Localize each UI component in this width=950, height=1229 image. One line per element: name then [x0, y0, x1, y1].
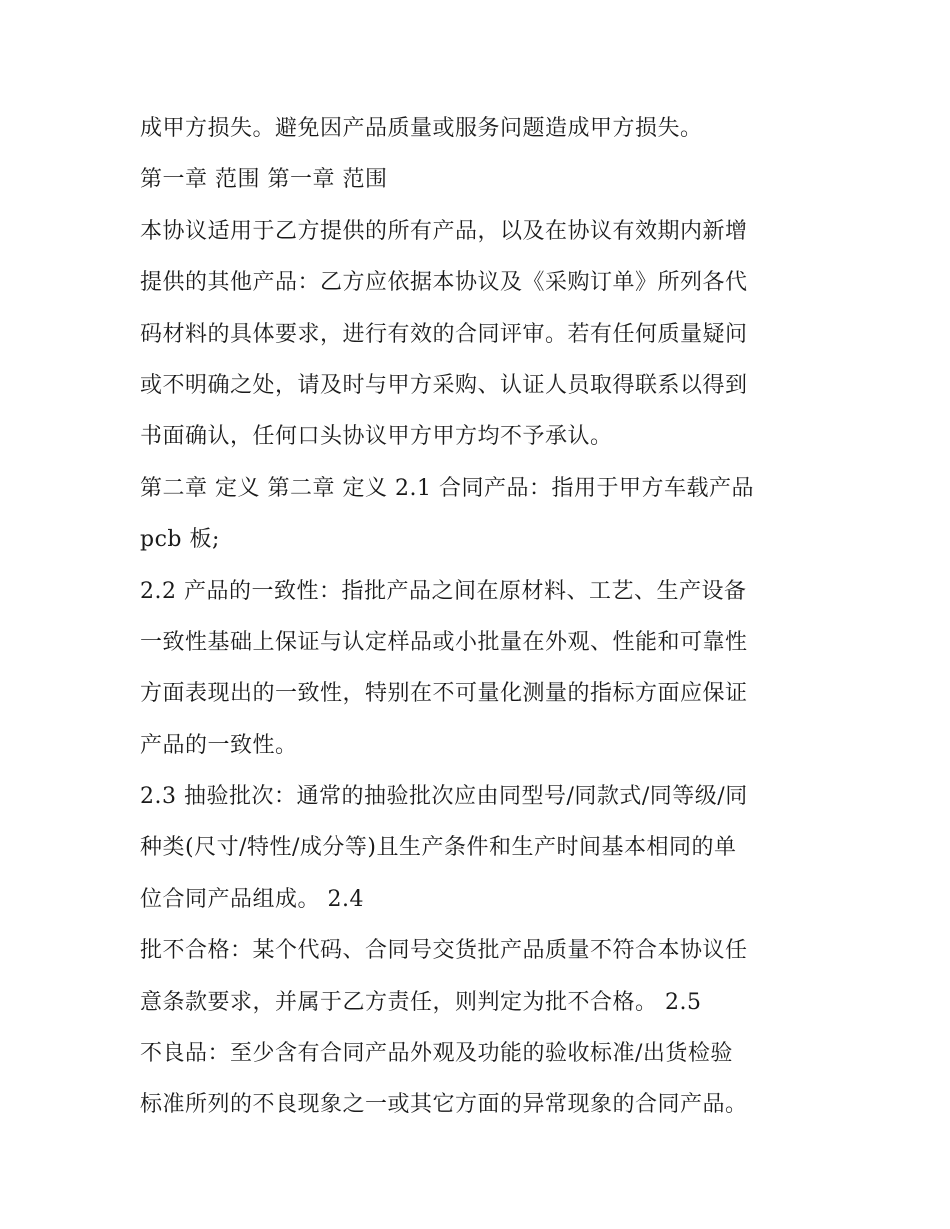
text-line: 产品的一致性。 [140, 732, 298, 758]
text-line: 本协议适用于乙方提供的所有产品，以及在协议有效期内新增 [140, 218, 748, 244]
text-line: 标准所列的不良现象之一或其它方面的异常现象的合同产品。 [140, 1092, 748, 1118]
text-line: 成甲方损失。避免因产品质量或服务问题造成甲方损失。 [140, 116, 703, 141]
text-line: pcb 板; [140, 527, 220, 553]
text-line: 不良品：至少含有合同产品外观及功能的验收标准/出货检验 [140, 1041, 733, 1067]
text-line: 2.2 产品的一致性：指批产品之间在原材料、工艺、生产设备 [140, 578, 747, 604]
text-line: 提供的其他产品：乙方应依据本协议及《采购订单》所列各代 [140, 270, 748, 296]
text-line: 或不明确之处，请及时与甲方采购、认证人员取得联系以得到 [140, 372, 748, 398]
text-line: 书面确认，任何口头协议甲方甲方均不予承认。 [140, 424, 613, 450]
chapter-heading: 第二章 定义 第二章 定义 2.1 合同产品：指用于甲方车载产品 [140, 475, 754, 501]
text-line: 2.3 抽验批次：通常的抽验批次应由同型号/同款式/同等级/同 [140, 784, 748, 810]
text-line: 意条款要求，并属于乙方责任，则判定为批不合格。 2.5 [140, 989, 702, 1015]
text-line: 位合同产品组成。 2.4 [140, 886, 364, 912]
document-body [140, 103, 830, 1131]
text-line: 种类(尺寸/特性/成分等)且生产条件和生产时间基本相同的单 [140, 835, 737, 861]
chapter-heading: 第一章 范围 第一章 范围 [140, 167, 388, 193]
text-line: 批不合格：某个代码、合同号交货批产品质量不符合本协议任 [140, 938, 748, 964]
text-line: 方面表现出的一致性，特别在不可量化测量的指标方面应保证 [140, 681, 748, 707]
text-line: 一致性基础上保证与认定样品或小批量在外观、性能和可靠性 [140, 629, 748, 655]
text-line: 码材料的具体要求，进行有效的合同评审。若有任何质量疑问 [140, 321, 748, 347]
